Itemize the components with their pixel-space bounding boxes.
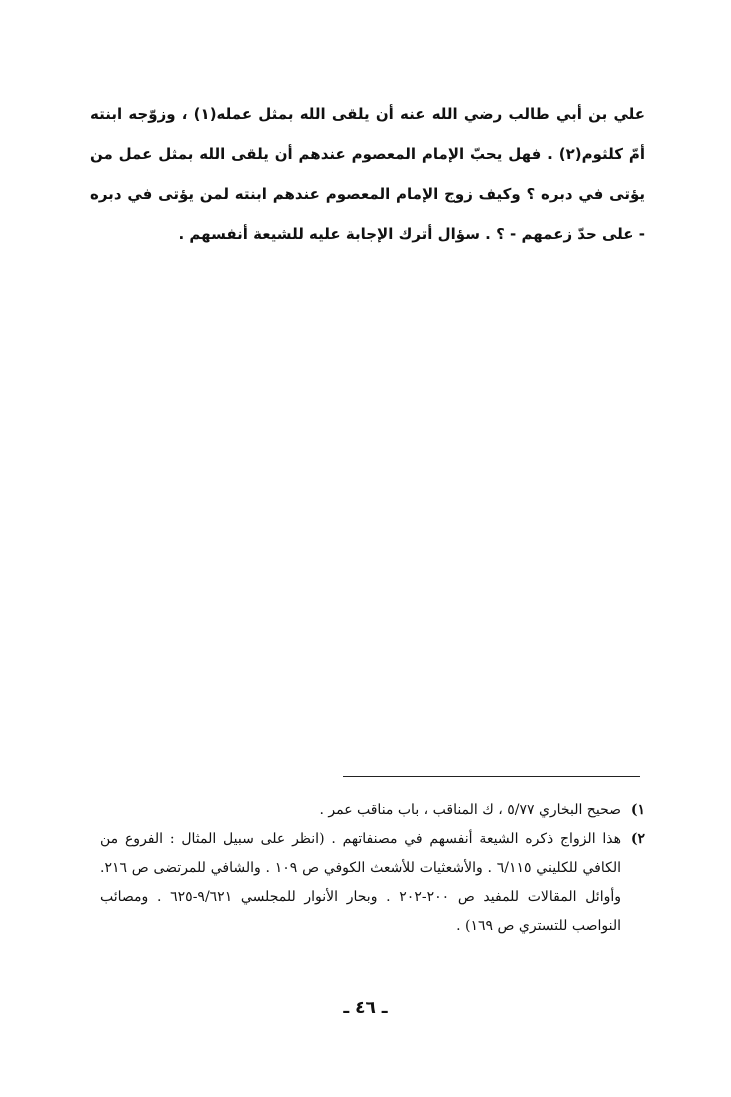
footnote-text: هذا الزواج ذكره الشيعة أنفسهم في مصنفاتهم . (انظر على سبيل المثال : الفروع من الكافي للكليني ٦/١١٥ . والأشعثيات للأشعث الكوفي ص ١٠٩ . والشافي للمرتضى ص ٢١٦. وأوائل المقالات للمفيد ص ٢٠٠-٢٠٢ . وبحار الأنوار للمجلسي ٩/٦٢١-٦٢٥ . ومصائب النواصب للتستري ص ١٦٩) .: [100, 831, 621, 934]
footnote-number: ٢): [630, 831, 645, 847]
main-paragraph: علي بن أبي طالب رضي الله عنه أن يلقى الله بمثل عمله(١) ، وزوّجه ابنته أمّ كلثوم(٢) . فهل يحبّ الإمام المعصوم عندهم أن يلقى الله بمثل عمل من يؤتى في دبره ؟ وكيف زوج الإمام المعصوم عندهم ابنته لمن يؤتى في دبره - على حدّ زعمهم - ؟ . سؤال أترك الإجابة عليه للشيعة أنفسهم .: [90, 105, 646, 243]
page-number: ـ ٤٦ ـ: [343, 998, 388, 1018]
footnote-text: صحيح البخاري ٥/٧٧ ، ك المناقب ، باب مناقب عمر .: [319, 802, 621, 818]
footnote-1: [100, 796, 645, 825]
footnote-separator: [343, 776, 640, 777]
footnote-number: ١): [630, 802, 645, 818]
footnotes-list: [100, 796, 645, 941]
footnote-2: [100, 825, 645, 941]
